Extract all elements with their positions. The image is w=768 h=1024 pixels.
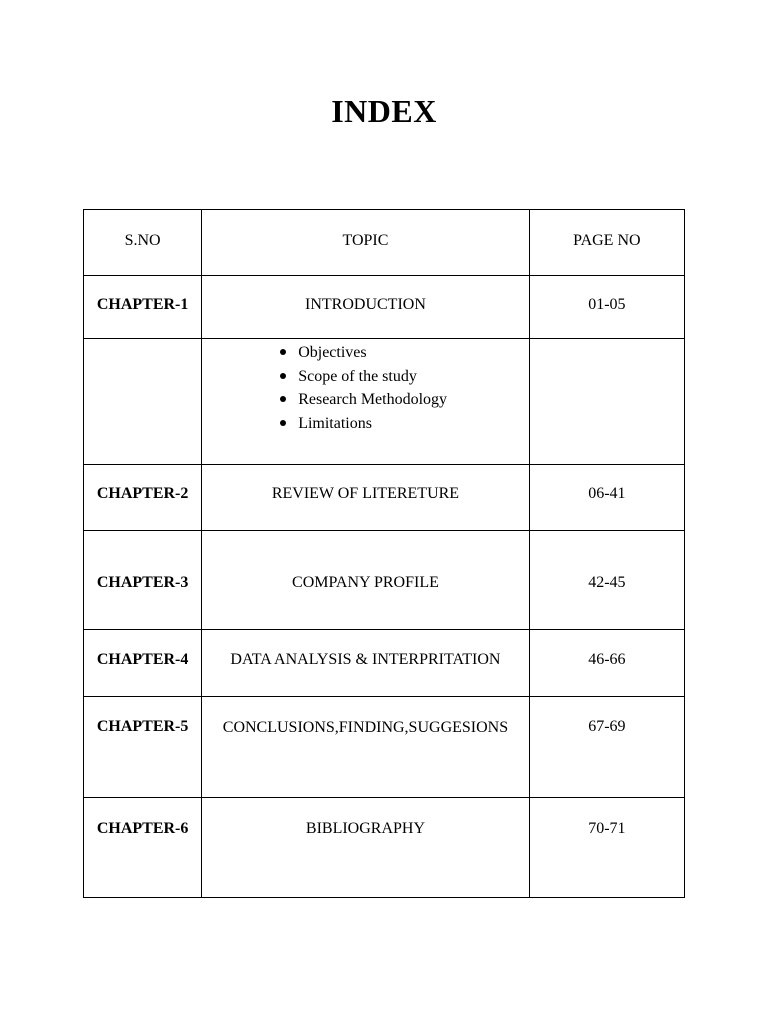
empty-cell [529,339,684,465]
empty-cell [84,339,202,465]
chapter-number: CHAPTER-5 [84,697,202,798]
chapter-number: CHAPTER-6 [84,798,202,898]
list-item: Research Methodology [276,388,529,412]
header-page-no: PAGE NO [529,210,684,276]
chapter-topic: INTRODUCTION [202,276,530,339]
chapter-topic: CONCLUSIONS,FINDING,SUGGESIONS [202,697,530,798]
chapter-topic: COMPANY PROFILE [202,531,530,630]
chapter-number: CHAPTER-2 [84,465,202,531]
table-row [84,630,685,697]
list-item: Scope of the study [276,365,529,389]
chapter-topic: DATA ANALYSIS & INTERPRITATION [202,630,530,697]
chapter-number: CHAPTER-1 [84,276,202,339]
chapter-pages: 01-05 [529,276,684,339]
chapter-topic: BIBLIOGRAPHY [202,798,530,898]
chapter-pages: 42-45 [529,531,684,630]
bullet-icon [280,420,286,426]
table-row [84,465,685,531]
list-item: Objectives [276,341,529,365]
list-item: Limitations [276,412,529,436]
chapter-pages: 70-71 [529,798,684,898]
chapter-topic: REVIEW OF LITERETURE [202,465,530,531]
bullet-icon [280,373,286,379]
page-title: INDEX [331,93,437,129]
chapter-number: CHAPTER-3 [84,531,202,630]
table-row [84,276,685,339]
table-row [84,697,685,798]
chapter-pages: 67-69 [529,697,684,798]
header-sno: S.NO [84,210,202,276]
chapter-number: CHAPTER-4 [84,630,202,697]
subtopics-list [202,339,529,435]
chapter-pages: 46-66 [529,630,684,697]
table-header-row [84,210,685,276]
chapter-pages: 06-41 [529,465,684,531]
table-row [84,531,685,630]
table-row [84,798,685,898]
bullet-icon [280,349,286,355]
subtopics-row [84,339,685,465]
subtopics-cell [202,339,530,465]
index-table [83,209,685,898]
header-topic: TOPIC [202,210,530,276]
bullet-icon [280,396,286,402]
